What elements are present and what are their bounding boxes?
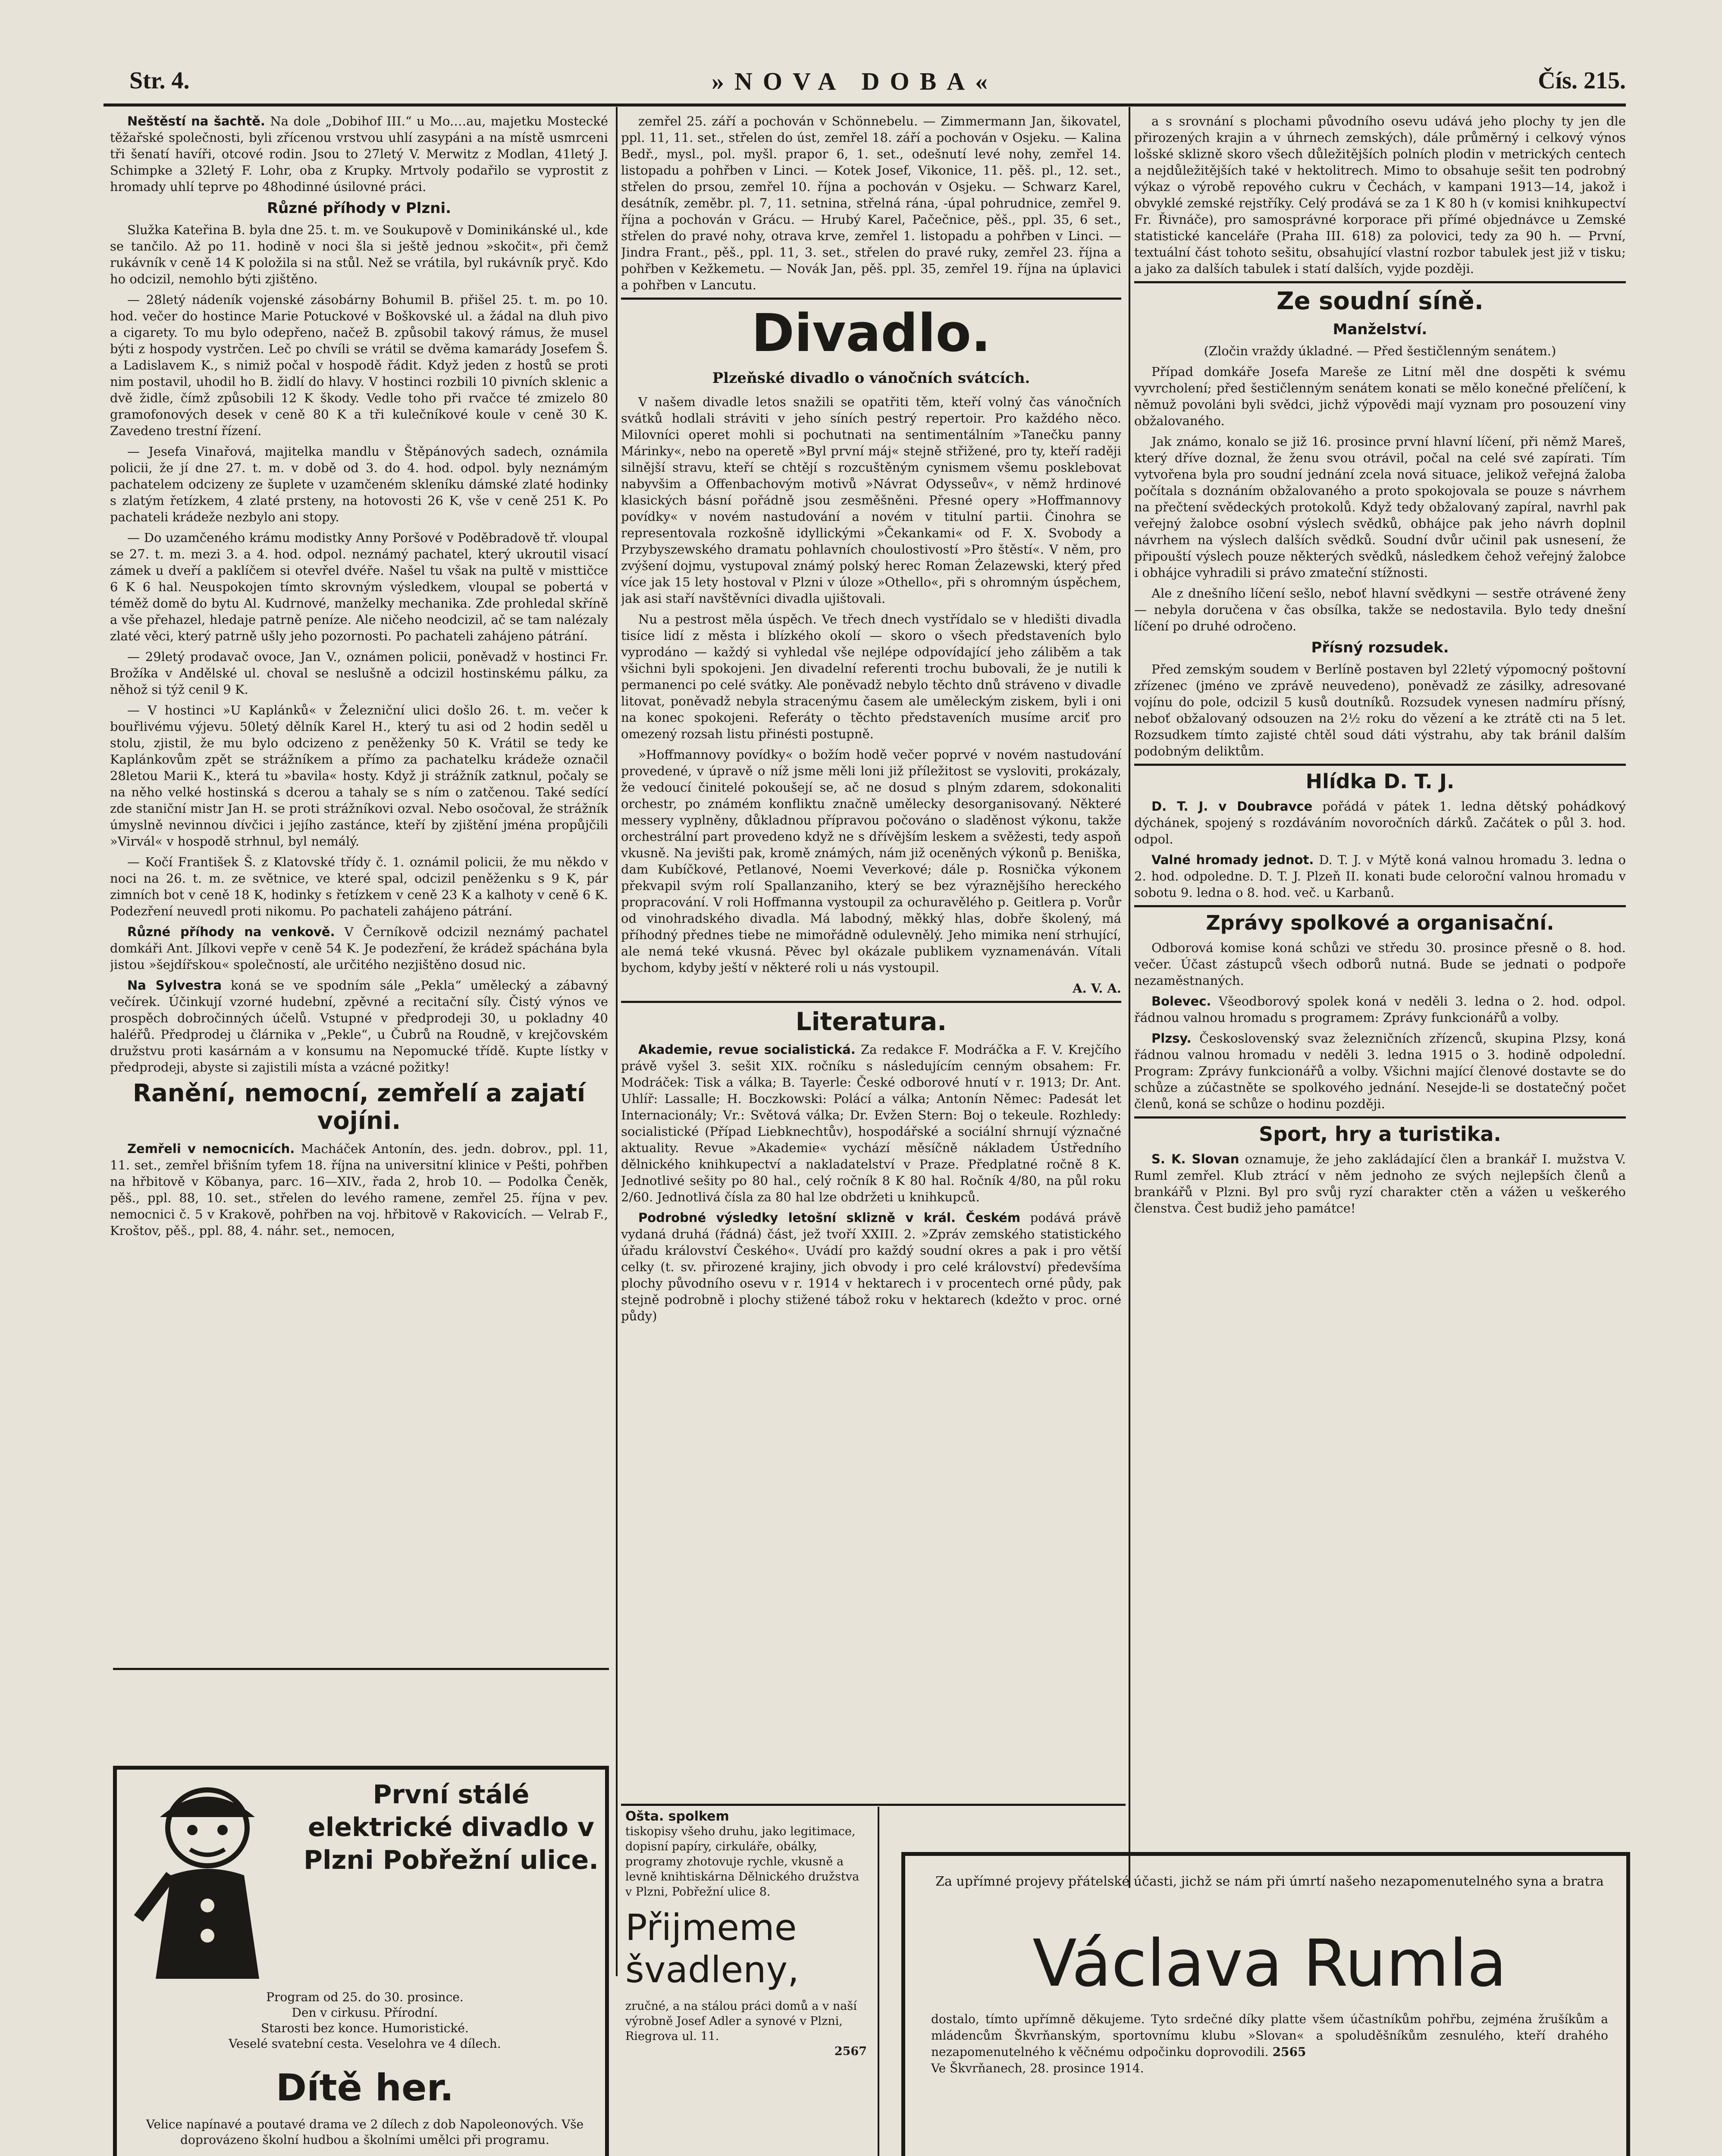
column-1 — [110, 113, 608, 1974]
masthead — [129, 67, 1626, 103]
article: Nu a pestrost měla úspěch. Ve třech dnech vystřídalo se v hledišti divadla tisíce lidí z města i blízkého okolí — skoro o všech představeních bylo vyprodáno — každý si vyhledal vše nejlépe odpovídající jeho záliběm a tak všichni byli spokojeni. Jen divadelní referenti trochu bubovali, že je nutili k permanenci po celé svátky. Ale poněvadž nebylo těchto dnů stráveno v divadle litovat, poněvadž nebyla stracenýmu časem ale uměleckým ziskem, byli i oni na konec spokojeni. Referáty o těchto představeních musíme arciť pro omezený rozsah listu přinésti postupně. — [621, 612, 1121, 741]
section-banner: Ranění, nemocní, zemřelí a zajatí vojíni. — [132, 1079, 586, 1135]
article: Akademie, revue socialistická. Za redakce F. Modráčka a F. V. Krejčího právě vyšel 3. sešit XIX. ročníku s následujícím cenným obsahem: Fr. Modráček: Tisk a válka; B. Tayerle: České odborové hnutí v r. 1913; Dr. Ant. Uhlíř: Lassalle; H. Boczkowski: Polácí a válka; Antonín Němec: Padesát let Internacionály; Vr.: Světová válka; Dr. Evžen Stern: Boj o tekeule. Rozhledy: socialistické (Případ Liebknechtův), hospodářské a sociální shrnují význačné aktuality. Revue »Akademie« vychází měsíčně nákladem Ústředního dělnického knihkupectví a nakladatelství v Praze. Předplatné ročně 8 K. Jednotlivé sešity po 80 hal., celý ročník 8 K 80 hal. Ročník 4/80, na půl roku 2/60. Jednotlivá čísla za 80 hal lze obdržeti u knihkupců. — [621, 1042, 1121, 1204]
sport-heading: Sport, hry a turistika. — [1259, 1122, 1501, 1146]
newspaper-title: »NOVA DOBA« — [712, 67, 998, 95]
section-rule — [621, 1804, 1126, 1806]
issue-number: Čís. 215. — [1538, 67, 1626, 94]
article: Ale z dnešního líčení sešlo, neboť hlavní svědkyni — sestře otrávené ženy — nebyla doručena v čas obsílka, takže se nedostavila. Bylo tedy dnešní líčení po druhé odročeno. — [1134, 586, 1626, 634]
theatre-heading: Divadlo. — [751, 304, 991, 364]
column-divider — [878, 1807, 879, 2156]
film-description: Velice napínavé a poutavé drama ve 2 dílech z dob Napoleonových. Vše doprovázeno školní hudbou a školními umělci při programu. — [146, 2117, 584, 2147]
dtj-heading: Hlídka D. T. J. — [1305, 770, 1455, 793]
section-rule — [1134, 905, 1626, 907]
theatre-subheading: Plzeňské divadlo o vánočních svátcích. — [712, 370, 1030, 387]
deceased-name: Václava Rumla — [1032, 1926, 1507, 2001]
article: — Kočí František Š. z Klatovské třídy č. 1. oznámil policii, že mu někdo v noci na 26. t. m. ze světnice, ve které spal, odcizil peněženku s 9 K, pár zimních bot v ceně 18 K, hodinky s řetízkem v ceně 23 K a kalhoty v ceně 6 K. Podezření neuvedl proti nikomu. Po pachateli zahájeno pátrání. — [110, 855, 608, 918]
clubs-heading: Zprávy spolkové a organisační. — [1206, 911, 1554, 935]
article: Odborová komise koná schůzi ve středu 30. prosince přesně o 8. hod. večer. Účast zástupců všech odborů nutná. Bude se jednati o podpoře nezaměstnaných. — [1134, 940, 1626, 988]
court-heading: Ze soudní síně. — [1276, 287, 1484, 315]
top-rule — [104, 103, 1626, 107]
section-rule — [621, 298, 1121, 300]
court-subheading: Manželství. — [1333, 321, 1427, 338]
article: — Do uzamčeného krámu modistky Anny Poršové v Poděbradově tř. vloupal se 27. t. m. mezi 3. a 4. hod. odpol. neznámý pachatel, který ukroutil visací zámek u dveří a paklíčem si otevřel dvéře. Našel tu však na pultě v misttičce 6 K 6 hal. Neuspokojen tímto skrovným výsledkem, vloupal se pobertá v téměž domě do bytu Al. Kudrnové, manželky mechanika. Zde prohledal skříně a vše přehazel, hledaje patrně peníze. Ale ničeho neodcizil, ač se tam nalézaly zlaté věci, který patrně ušly jeho pozornosti. Po pachateli zahájeno pátrání. — [110, 530, 608, 643]
article: a s srovnání s plochami původního osevu udává jeho plochy ty jen dle přirozených krajin a v úhrnech zemských), dále průměrný i celkový výnos lošské sklizně skoro všech důležitějších polních plodin v metrických centech a nejdůležitějších také v hektolitrech. Mimo to obsahuje sešit ten podrobný výkaz o výrobě repového cukru v Čechách, v kampani 1913—14, jakož i obvyklé zemské rejstříky. Celý prodává se za 1 K 80 h (v komisi knihkupectví Fr. Řivnáče), pro samosprávné korporace při přímé objednávce u Zemské statistické kanceláře (Praha III. 618) za polovici, tedy za 90 h. — První, textuální část tohoto sešitu, obsahující vlastní rozbor tabulek jest již v tisku; a jako za dalších tabulek i statí dalších, vyjde později. — [1134, 114, 1626, 276]
section-rule — [621, 1001, 1121, 1003]
section-heading: Různé příhody v Plzni. — [267, 200, 452, 217]
notice-body: dostalo, tímto upřímně děkujeme. Tyto srdečné díky platte všem účastníkům pohřbu, zejména žrušíkům a mládencům Škvrňanským, sportovnímu klubu »Slovan« a spoluděšníkům zesnulého, kteří drahého nezapomenutelného k věčnému odpočinku doprovodili. 2565 Ve Škvrňanech, 28. prosince 1914. — [931, 2012, 1608, 2075]
column-divider — [616, 107, 618, 1976]
article: Před zemským soudem v Berlíně postaven byl 22letý výpomocný poštovní zřízenec (jméno ve zprávě neuvedeno), poněvadž ze zásilky, adresované vojínu do pole, odcizil 5 kusů doutníků. Rozsudek vynesen nadmíru přísný, neboť obžalovaný odsouzen na 2½ roku do vězení a ke ztrátě cti na 5 let. Rozsudkem tímto zajisté chtěl soud dáti výstrahu, aby tak bránil dalším podobným deliktům. — [1134, 662, 1626, 759]
column-3 — [1134, 113, 1626, 1465]
column-2 — [621, 113, 1121, 1971]
article: Zemřeli v nemocnicích. Macháček Antonín, des. jedn. dobrov., ppl. 11, 11. set., zemřel břišním tyfem 18. října na universitní klinice v Pešti, pohřben na hřbitově v Köbanya, parc. 16—XIV., řada 2, hrob 10. — Podolka Čeněk, pěš., ppl. 88, 10. set., střelen do levého ramene, zemřel 25. října v pev. nemocnici č. 5 v Krakově, pohřben na voj. hřbitově v Rakovicích. — Velrab F., Kroštov, pěš., ppl. 88, 4. náhr. set., nemocen, — [110, 1141, 608, 1238]
notice-intro: Za upřímné projevy přátelské účasti, jichž se nám při úmrtí našeho nezapomenutelného syna a bratra — [935, 1874, 1604, 1889]
article: V našem divadle letos snažili se opatřiti těm, kteří volný čas vánočních svátků hodlali stráviti v jeho síních pestrý repertoir. Pro každého něco. Milovníci operet mohli si pochutnati na sentimentálním »Tanečku panny Márinky«, nebo na operetě »Byl první máj« stejně střižené, pro ty, kteří raději silnější stravu, kteří se chtějí s rozcuštěným cynismem všemu posklebovat nabyvšim a Offenbachovým motivů »Návrat Odysseův«, v němž hrdinové klasických básní pořádně jsou zesměšněni. Přesné opery »Hoffmannovy povídky« v novém nastudování a novém v titulní partii. Činohra se representovala rozkošně idyllickými »Čekankami« od F. X. Svobody a Przybyszewského dramatu pohlavních choulostivostí »Pro štěstí«. V něm, pro zvýšení dojmu, vystupoval známý polský herec Roman Żelazewski, který před více jak 15 lety hostoval v Plzni v úloze »Othello«, při s ohromným úspěchem, jak asi staří navštěvníci divadla ujištovali. — [621, 395, 1121, 606]
article: Případ domkáře Josefa Mareše ze Litní měl dne dospěti k svému vyvrcholení; před šestičlenným senátem konati se mělo konečné přelíčení, k němuž povoláni byli svědci, jichž výpovědi mají vyznam pro posouzení viny obžalovaného. — [1134, 364, 1626, 429]
section-rule — [113, 1668, 609, 1670]
article: zemřel 25. září a pochován v Schönnebelu. — Zimmermann Jan, šikovatel, ppl. 11, 11. set., střelen do úst, zemřel 18. září a pochován v Osjeku. — Kalina Bedř., mysl., pol. myšl. prapor 6, 1. set., odešnutí levé nohy, zemřel 14. listopadu a pohřben v Linci. — Kotek Josef, Vikonice, 11. pěš. pl., 12. set., střelen do prsou, zemřel 10. října a pochován v Osjeku. — Schwarz Karel, desátník, zeměbr. pl. 7, 11. setnina, střelná rána, -úpal pohrudnice, zemřel 9. října a pochován v Grácu. — Hrubý Karel, Pačečnice, pěš., ppl. 35, 6 set., střelen do pravé nohy, otrava krve, zemřel 1. listopadu a pohřben v Linci. — Jindra Frant., pěš., ppl. 11, 3. set., střelen do pravé ruky, zemřel 23. října a pohřben v Kežkemetu. — Novák Jan, pěš. ppl. 35, zemřel 19. října na úplavici a pohřben v Lancutu. — [621, 114, 1121, 292]
article: S. K. Slovan oznamuje, že jeho zakládající člen a brankář I. mužstva V. Ruml zemřel. Klub ztrácí v něm jednoho ze svých nejlepších členů a brankářů v Plzni. Byl pro svůj ryzí charakter ctěn a vážen u veškerého členstva. Čest budiž jeho památce! — [1134, 1152, 1626, 1216]
article: Plzsy. Československý svaz železničních zřízenců, skupina Plzsy, koná řádnou valnou hromadu v neděli 3. ledna 1915 o 3. hodině odpolední. Program: Zprávy funkcionářů a volby. Všichni mající členové dostavte se do schůze a zúčastněte se spolkového jednání. Nesejde-li se dostatečný počet členů, koná se schůze o hodinu později. — [1134, 1031, 1626, 1112]
thanks-notice — [901, 1852, 1630, 2156]
notice-number: 2565 — [1272, 2045, 1306, 2059]
seamstress-heading: Přijmeme švadleny, — [625, 1906, 799, 1991]
ad-heading: Ošta. spolkem — [625, 1809, 729, 1824]
film-title: Dítě her. — [276, 2066, 454, 2109]
cinema-advertisement — [113, 1766, 609, 2156]
author-signature: A. V. A. — [1073, 981, 1121, 996]
article: D. T. J. v Doubravce pořádá v pátek 1. ledna dětský pohádkový dýchánek, spojený s rozdáváním novoročních dárků. Začátek o půl 3. hod. odpol. — [1134, 799, 1626, 847]
notice-place-date: Ve Škvrňanech, 28. prosince 1914. — [931, 2061, 1144, 2075]
article: Různé příhody na venkově. V Černíkově odcizil neznámý pachatel domkáři Ant. Jílkovi vepře v ceně 54 K. Je podezření, že krádež spáchána byla jistou »šejdířskou« společností, ale určitého nezjištěno dosud nic. — [110, 924, 608, 972]
ad-number: 2567 — [834, 2045, 867, 2058]
article: Bolevec. Všeodborový spolek koná v neděli 3. ledna o 2. hod. odpol. řádnou valnou hromadu s programem: Zprávy funkcionářů a volby. — [1134, 994, 1626, 1025]
section-rule — [1134, 764, 1626, 766]
article: Služka Kateřina B. byla dne 25. t. m. ve Soukupově v Dominikánské ul., kde se tančilo. Až po 11. hodině v noci šla si ještě jednou »skočit«, při čemž rukávník v ceně 14 K položila si na stůl. Než se vrátila, byl rukávník pryč. Kdo ho odcizil, nemohlo býti zjištěno. — [110, 222, 608, 286]
cinema-program: Program od 25. do 30. prosince. Den v cirkusu. Přírodní. Starosti bez konce. Humoristické. Veselé svatební cesta. Veselohra ve 4 dílech. — [229, 1990, 501, 2051]
cinema-heading: První stálé elektrické divadlo v Plzni Pobřežní ulice. — [303, 1780, 599, 1875]
section-rule — [1134, 281, 1626, 283]
article: »Hoffmannovy povídky« o božím hodě večer poprvé v novém nastudování provedené, v úpravě o níž jsme měli loni již příležitost se vysloviti, prokázaly, že vedoucí činitelé pokoušejí se, ač ne dosud s plným zdarem, sdokonaliti orchestr, po známém konfliktu značně umělecky desorganisovaný. Některé messery vyplněny, důkladnou přípravou počováno o sladěnost výkonu, takže orchestrální part provedeno když ne s dřívějším leskem a svěžesti, tedy aspoň vkusně. Na jevišti pak, kromě známých, nám již oceněných výkonů p. Beniška, dam Kubíčkové, Petlanové, Noemi Veverkové; dále p. Rosnička výkonem překvapil svým rolí Spallanzaniho, který se bez výraznějšího hereckého propracování. V roli Hoffmanna vystoupil za ochuravělého p. Geitlera p. Vorůr od vinohradského divadla. Má labodný, měkký hlas, dobře školený, má příhodný přednes tiebe ne mimořádně odulevnělý. Jeho mimika není strhující, ale nemá teké vkusná. Pěvec byl okázale publikem vyznamenáván. Vítali bychom, kdyby ještí v některé roli u nás vystoupil. — [621, 747, 1121, 975]
section-rule — [1134, 1116, 1626, 1119]
ad-text: zručné, a na stálou práci domů a v naší výrobně Josef Adler a synové v Plzni, Riegrova ul. 11. — [625, 1999, 857, 2043]
article: — Jesefa Vinařová, majitelka mandlu v Štěpánových sadech, oznámila policii, že jí dne 27. t. m. v době od 3. do 4. hod. odpol. byly neznámým pachatelem odcizeny ze šuplete v uzamčeném skleníku dámské zlaté hodinky s zlatým řetízkem, 4 zlaté prsteny, na hotovosti 26 K, vše v ceně 251 K. Po pachateli krádeže nezbylo ani stopy. — [110, 444, 608, 524]
pierrot-figure-icon — [130, 1776, 285, 1979]
article: Valné hromady jednot. D. T. J. v Mýtě koná valnou hromadu 3. ledna o 2. hod. odpoledne. D. T. J. Plzeň II. konati bude celoroční valnou hromadu v sobotu 9. ledna o 8. hod. več. u Karbanů. — [1134, 852, 1626, 900]
article: — V hostinci »U Kaplánků« v Železniční ulici došlo 26. t. m. večer k bouřlivému výjevu. 50letý dělník Karel H., který tu asi od 2 hodin seděl u stolu, zjistil, že mu bylo odcizeno z peněženky 50 K. Vrátil se tedy ke Kaplánkovům zpět se strážníkem a přímo za pachatelku krádeže označil 28letou Marii K., která tu »bavila« hosty. Když ji strážník zatknul, počaly se na něho velké hostinská s dcerou a tahaly se s ním o zatčenou. Také sedící zde staniční mistr Jan H. se proti strážníkovi ozval. Nebo osočoval, že strážník úmyslně nevinnou dívčici i jejího zastánce, kteří by zjištění jména propůjčili »Virvál« v hospodě strhnul, byl nemálý. — [110, 703, 608, 849]
literature-heading: Literatura. — [795, 1007, 947, 1036]
column-divider — [1129, 107, 1130, 1888]
article: Jak známo, konalo se již 16. prosince první hlavní líčení, při němž Mareš, který dříve doznal, že ženu svou otrávil, počal na celé své zapírati. Tím vytvořena byla pro soudní jednání zcela nová situace, jelikož veřejná žaloba počítala s doznáním obžalovaného a proto spokojovala se pouze s návrhem na přečtení svědeckých protokolů. Když tedy obžalovaný zapíral, navrhl pak veřejný žalobce osobní výslech svědků, obhájce pak jeho návrh doplnil návrhem na výslech dalších svědků. Soudní dvůr učinil pak usnesení, že připouští výslech pouze některých svědků, následkem čehož veřejný žalobce i obhájce vyhradili si právo zmateční stížnosti. — [1134, 434, 1626, 580]
page-number: Str. 4. — [129, 67, 190, 94]
article: — 29letý prodavač ovoce, Jan V., oznámen policii, poněvadž v hostinci Fr. Brožíka v Andělské ul. choval se neslušně a odcizil hostinskému pálku, za něhož si týž cenil 9 K. — [110, 649, 608, 697]
article: Podrobné výsledky letošní sklizně v král. Českém podává právě vydaná druhá (řádná) část, jež tvoří XXIII. 2. »Zpráv zemského statistického úřadu království Českého«. Uvádí pro každý soudní okres a pak i pro větší celky (t. sv. přirozené krajiny, jich obvody i pro celé království) předevšíma plochy původního osevu v r. 1914 v hektarech i v procentech orné půdy, pak stejně podrobně i plochy stižené tábož roku v hektarech (kdežto v proc. orné půdy) — [621, 1210, 1121, 1323]
article: Na Sylvestra koná se ve spodním sále „Pekla“ umělecký a zábavný večírek. Účinkují vzorné hudební, zpěvné a recitační síly. Čistý výnos ve prospěch dobročinných účelů. Vstupné v předprodeji 30, u pokladny 40 haléřů. Předprodej u člárnika v „Pekle“, u Čubrů na Roudně, v krejčovském družstvu proti kasárnám a v konsumu na Nepomucké třídě. Kupte lístky v předprodeji, abyste si zajistili místa a vzácné požitky! — [110, 978, 608, 1075]
court-note: (Zločin vraždy úkladné. — Před šestičlenným senátem.) — [1204, 344, 1556, 359]
article: — 28letý nádeník vojenské zásobárny Bohumil B. přišel 25. t. m. po 10. hod. večer do hostince Marie Potuckové v Boškovské ul. a žádal na dluh pivo a cigarety. To mu bylo odepřeno, načež B. způsobil takový rámus, že musel býti z hospody vystrčen. Leč po chvíli se vrátil se dvěma kamarády Josefem Š. a Ladislavem K., s nimiž počal v hospodě řádit. Když jeden z hostů se proti nim postavil, uhodil ho B. židlí do hlavy. V hostinci rozbili 10 pivních sklenic a dvě židle, čímž způsobili 12 K škody. Vedle toho při rvačce té zmizelo 80 gramofonových desek v ceně 80 K a tři kulečníkové koule v ceně 30 K. Zavedeno trestní řízení. — [110, 292, 608, 438]
ad-text: tiskopisy všeho druhu, jako legitimace, dopisní papíry, cirkuláře, obálky, programy zhotovuje rychle, vkusně a levně knihtiskárna Dělnického družstva v Plzni, Pobřežní ulice 8. — [625, 1825, 859, 1899]
article: Neštěstí na šachtě. Na dole „Dobihof III.“ u Mo.…au, majetku Mostecké těžařské společnosti, byli zřícenou vrstvou uhlí zasypáni a na místě usmrceni tři šenatí havíři, otcové rodin. Jsou to 27letý V. Merwitz z Modlan, 41letý J. Schimpke a 32letý F. Lohr, oba z Krupky. Mrtvoly podařilo se vyprostit z hromady uhlí teprve po 48hodinné úsilovné práci. — [110, 114, 608, 194]
print-shop-advertisement — [625, 1809, 867, 2156]
court-subheading: Přísný rozsudek. — [1311, 639, 1449, 657]
